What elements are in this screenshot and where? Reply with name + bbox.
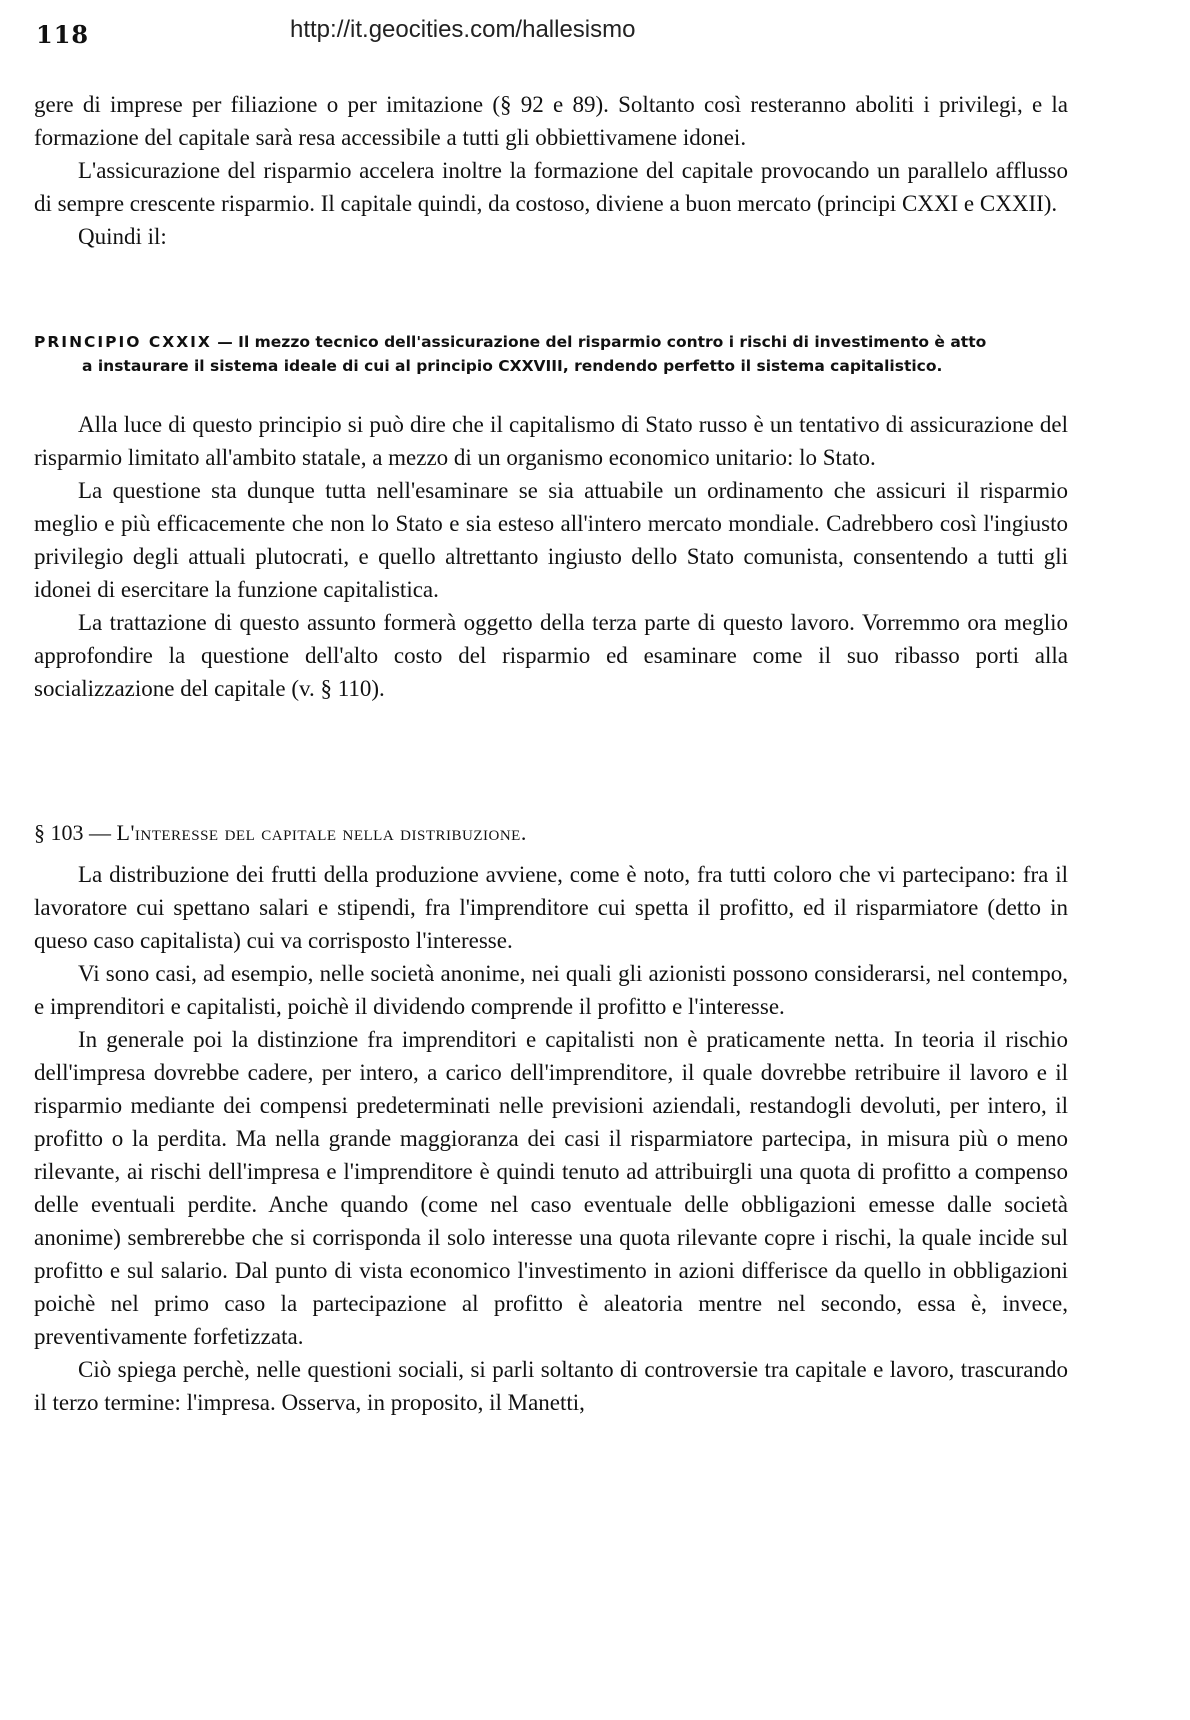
paragraph-casi: Vi sono casi, ad esempio, nelle società anonime, nei quali gli azionisti possono considerarsi, nel contempo, e imprenditori e capitalisti, poichè il dividendo comprende il profitto e l'interesse. [34,961,1068,1019]
paragraph-generale: In generale poi la distinzione fra imprenditori e capitalisti non è praticamente netta. In teoria il rischio dell'impresa dovrebbe cadere, per intero, a carico dell'imprenditore, il quale dovrebbe retribuire il lavoro e il risparmio mediante dei compensi predeterminati nelle previsioni aziendali, restandogli devoluti, per intero, il profitto o la perdita. Ma nella grande maggioranza dei casi il risparmiatore partecipa, in misura più o meno rilevante, ai rischi dell'impresa e l'imprenditore è quindi tenuto ad attribuirgli una quota di profitto a compenso delle eventuali perdite. Anche quando (come nel caso eventuale delle obbligazioni emesse dalle società anonime) sembrerebbe che si corrisponda il solo interesse una quota rilevante copre i rischi, la quale incide sul profitto e sul salario. Dal punto di vista economico l'investimento in azioni differisce da quello in obbligazioni poichè nel primo caso la partecipazione al profitto è aleatoria mentre nel secondo, essa è, invece, preventivamente forfetizzata. [34,1027,1068,1349]
paragraph-questione: La questione sta dunque tutta nell'esaminare se sia attuabile un ordinamento che assicuri il risparmio meglio e più efficacemente che non lo Stato e sia esteso all'intero mercato mondiale. Cadrebbero così l'ingiusto privilegio degli attuali plutocrati, e quello altrettanto ingiusto dello Stato comunista, consentendo a tutti gli idonei di esercitare la funzione capitalistica. [34,478,1068,602]
paragraph-luce: Alla luce di questo principio si può dire che il capitalismo di Stato russo è un tentativo di assicurazione del risparmio limitato all'ambito statale, a mezzo di un organismo economico unitario: lo Stato. [34,412,1068,470]
section-heading [34,818,1068,848]
header-url: http://it.geocities.com/hallesismo [290,16,636,43]
section-title: L'interesse del capitale nella distribuzione. [116,820,527,845]
text-block-middle [34,408,1068,705]
section-number: § 103 — [34,820,117,845]
principle-dash: — [211,333,239,351]
principle-label: PRINCIPIO CXXIX [34,333,212,351]
paragraph-assicurazione: L'assicurazione del risparmio accelera inoltre la formazione del capitale provocando un parallelo afflusso di sempre crescente risparmio. Il capitale quindi, da costoso, diviene a buon mercato (principi CXXI e CXXII). [34,158,1068,216]
paragraph-spiega: Ciò spiega perchè, nelle questioni sociali, si parli soltanto di controversie tra capitale e lavoro, trascurando il terzo termine: l'impresa. Osserva, in proposito, il Manetti, [34,1357,1068,1415]
principle-text-line-2: a instaurare il sistema ideale di cui al principio CXXVIII, rendendo perfetto il sistema capitalistico. [82,357,943,375]
text-block-top [34,88,1068,253]
text-block-section [34,858,1068,1419]
page-number: 118 [36,20,90,49]
paragraph-trattazione: La trattazione di questo assunto formerà oggetto della terza parte di questo lavoro. Vorremmo ora meglio approfondire la questione dell'alto costo del risparmio ed esaminare come il suo ribasso porti alla socializzazione del capitale (v. § 110). [34,610,1068,701]
paragraph-distribuzione: La distribuzione dei frutti della produzione avviene, come è noto, fra tutti coloro che vi partecipano: fra il lavoratore cui spettano salari e stipendi, fra l'imprenditore cui spetta il profitto, ed il risparmiatore (detto in queso caso capitalista) cui va corrisposto l'interesse. [34,862,1068,953]
principle-text-line-1: Il mezzo tecnico dell'assicurazione del risparmio contro i rischi di investimento è atto [238,333,987,351]
principle-block [34,330,1068,378]
paragraph-intro: gere di imprese per filiazione o per imitazione (§ 92 e 89). Soltanto così resteranno aboliti i privilegi, e la formazione del capitale sarà resa accessibile a tutti gli obbiettivamene idonei. [34,92,1068,150]
paragraph-quindi: Quindi il: [78,224,167,249]
